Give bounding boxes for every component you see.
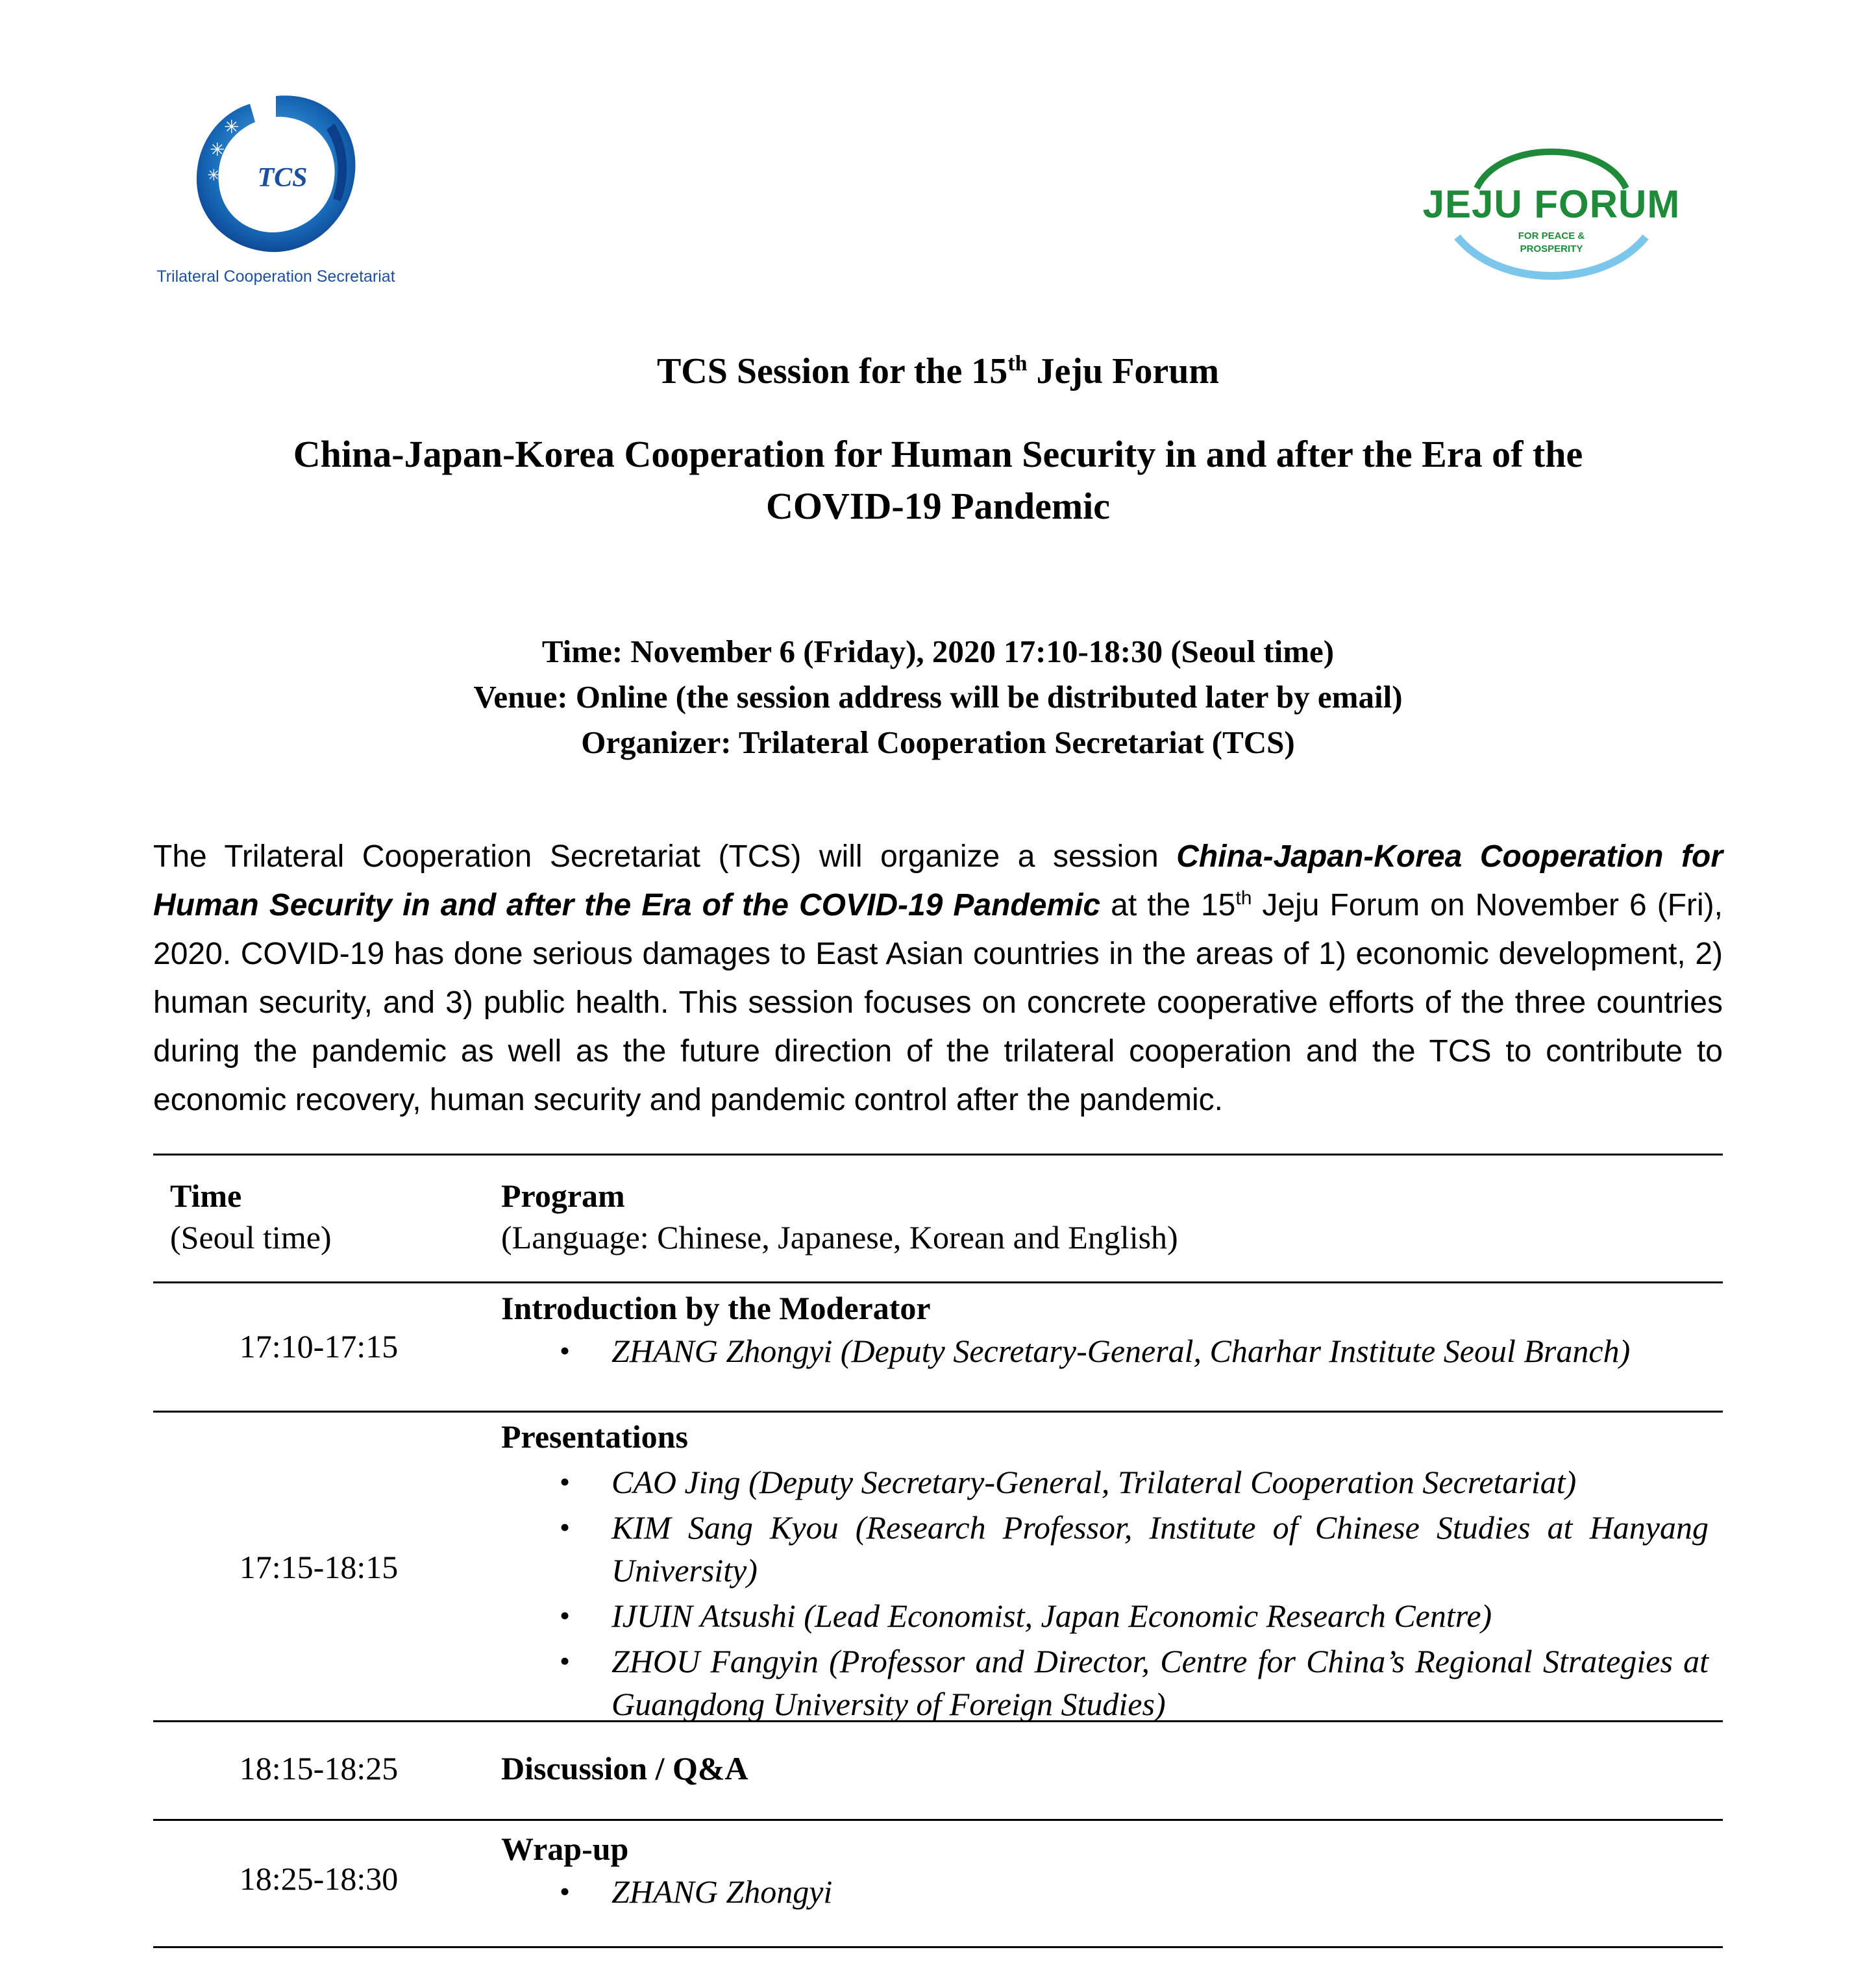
- jeju-forum-tagline: PROSPERITY: [1520, 243, 1583, 254]
- table-header-program: Program (Language: Chinese, Japanese, Korean and English): [501, 1178, 1178, 1255]
- table-row-time: 18:15-18:25: [239, 1750, 399, 1786]
- table-rule: [153, 1281, 1723, 1283]
- tcs-logo: [140, 84, 412, 299]
- svg-text:✳: ✳: [225, 157, 240, 177]
- tcs-emblem-icon: [179, 84, 373, 266]
- svg-text:✳: ✳: [207, 166, 221, 184]
- table-row-program: Discussion / Q&A: [501, 1750, 748, 1786]
- session-subtitle: China-Japan-Korea Cooperation for Human Security in and after the Era of the COVID-19 Pandemic: [293, 433, 1583, 527]
- table-row-time: 17:15-18:15: [239, 1549, 399, 1585]
- tcs-logo-caption: Trilateral Cooperation Secretariat: [156, 267, 395, 286]
- svg-text:TCS: TCS: [257, 163, 308, 193]
- table-rule: [153, 1946, 1723, 1948]
- list-item: • ZHANG Zhongyi (Deputy Secretary-General, Charhar Institute Seoul Branch): [560, 1333, 1631, 1369]
- session-title: TCS Session for the 15th Jeju Forum: [656, 351, 1220, 391]
- table-rule: [153, 1411, 1723, 1413]
- intro-paragraph: The Trilateral Cooperation Secretariat (TCS) will organize a session China-Japan-Korea Cooperation for Human Security in and after the Era of the COVID-19 Pandemic at the 15th Jeju Forum on November 6 (Fri), 2020. COVID-19 has done serious damages to East Asian countries in the areas of 1) economic development, 2) human security, and 3) public health. This session focuses on concrete cooperative efforts of the three countries during the pandemic as well as the future direction of the trilateral cooperation and the TCS to contribute to economic recovery, human security and pandemic control after the pandemic.: [153, 839, 1723, 1117]
- jeju-forum-tagline: FOR PEACE &: [1518, 230, 1585, 241]
- session-venue: Venue: Online (the session address will be distributed later by email): [473, 679, 1403, 715]
- jeju-forum-logo: [1422, 133, 1694, 295]
- table-row-time: 17:10-17:15: [239, 1328, 399, 1365]
- list-item: • CAO Jing (Deputy Secretary-General, Trilateral Cooperation Secretariat): [560, 1464, 1577, 1500]
- svg-text:✳: ✳: [224, 116, 240, 138]
- table-header-time: Time (Seoul time): [170, 1178, 332, 1255]
- session-organizer: Organizer: Trilateral Cooperation Secretariat (TCS): [581, 724, 1295, 760]
- table-rule: [153, 1154, 1723, 1156]
- table-row-program: Presentations • CAO Jing (Deputy Secretary-General, Trilateral Cooperation Secretariat) • KIM Sang Kyou (Research Professor, Institute of Chinese Studies at Hanyang University) • IJUIN Atsushi (Lead Economist, Japan Economic Research Centre) • ZHOU Fangyin (Professor and Director, Centre for China’s Regional Strategies at Guangdong University of Foreign Studies): [501, 1415, 1709, 1725]
- table-row-program: Wrap-up • ZHANG Zhongyi: [501, 1827, 1709, 1913]
- jeju-forum-title: JEJU FORUM: [1422, 182, 1681, 226]
- list-item: • KIM Sang Kyou (Research Professor, Institute of Chinese Studies at Hanyang University): [560, 1509, 1709, 1588]
- list-item: • IJUIN Atsushi (Lead Economist, Japan Economic Research Centre): [560, 1598, 1492, 1634]
- svg-text:✳: ✳: [210, 139, 225, 160]
- list-item: • ZHOU Fangyin (Professor and Director, Centre for China’s Regional Strategies at Guangdong University of Foreign Studies): [560, 1643, 1709, 1722]
- table-row-time: 18:25-18:30: [239, 1860, 399, 1897]
- table-rule: [153, 1819, 1723, 1821]
- list-item: • ZHANG Zhongyi: [560, 1873, 833, 1910]
- session-time: Time: November 6 (Friday), 2020 17:10-18:30 (Seoul time): [541, 634, 1335, 669]
- table-row-program: Introduction by the Moderator • ZHANG Zhongyi (Deputy Secretary-General, Charhar Institute Seoul Branch): [501, 1287, 1709, 1372]
